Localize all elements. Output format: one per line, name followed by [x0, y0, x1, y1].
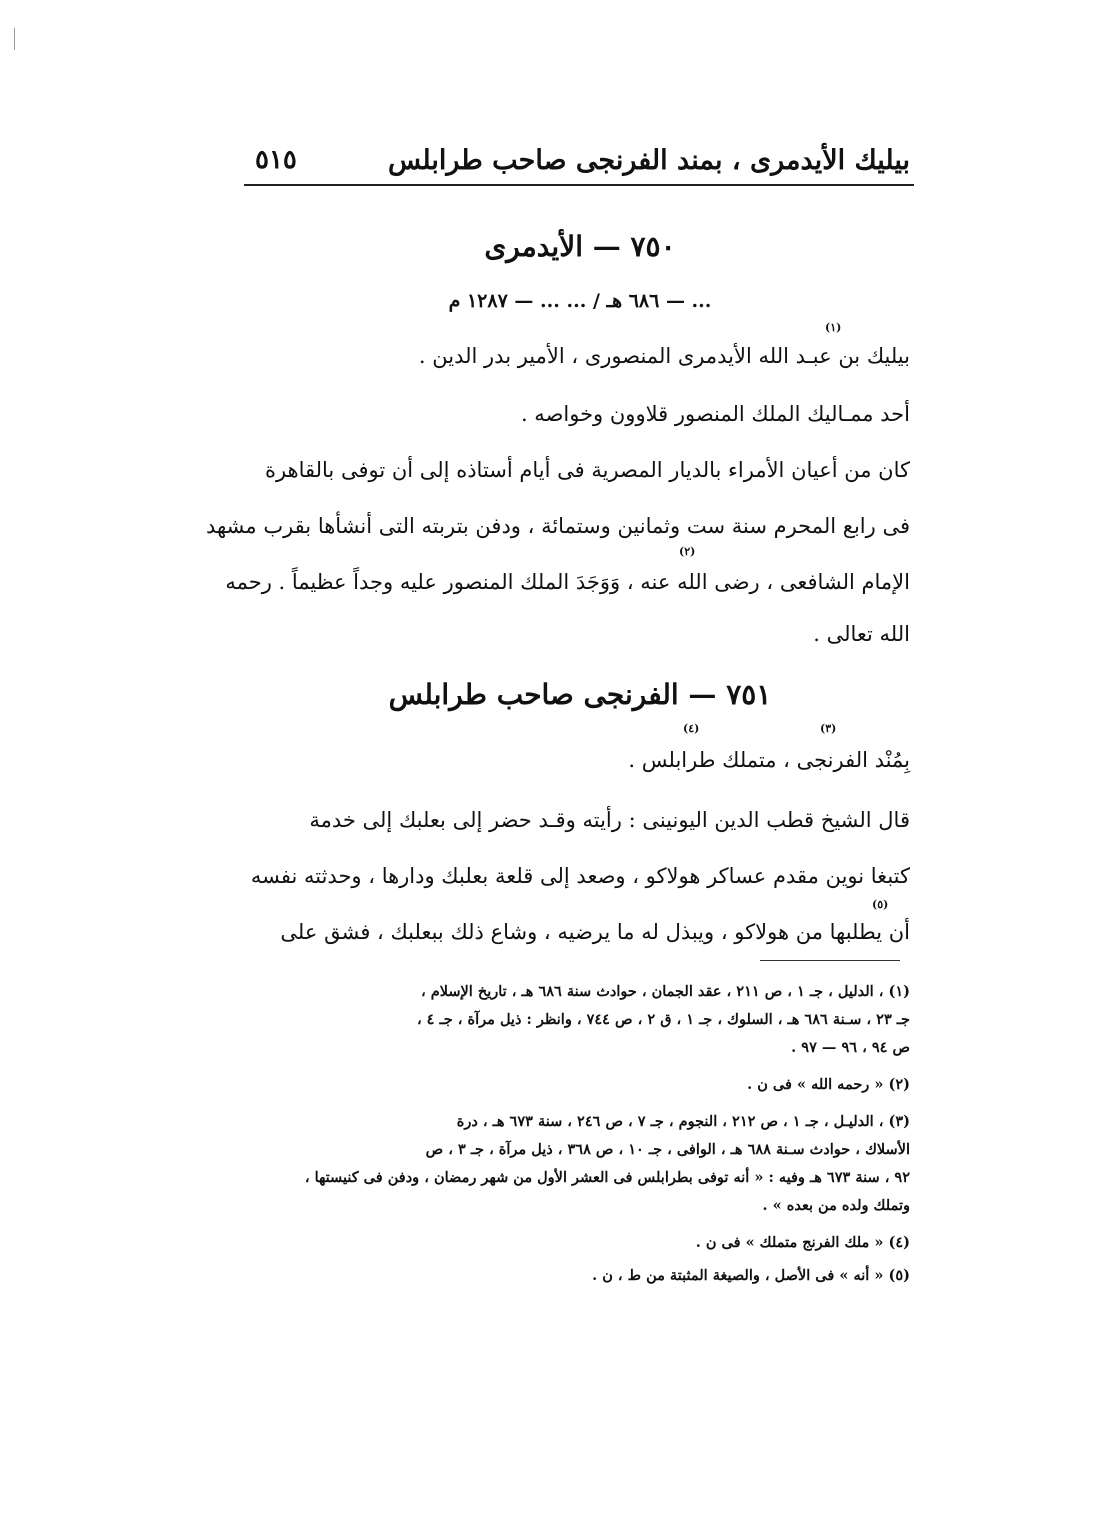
entry-750-line: أحد ممـاليك الملك المنصور قلاوون وخواصه .: [520, 402, 910, 426]
footnote-line: (٣) ، الدليـل ، جـ ١ ، ص ٢١٢ ، النجوم ، جـ ٧ ، ص ٢٤٦ ، سنة ٦٧٣ هـ ، درة: [456, 1113, 910, 1130]
footnote-line: وتملك ولده من بعده » .: [762, 1197, 910, 1214]
entry-751-line: كتبغا نوين مقدم عساكر هولاكو ، وصعد إلى قلعة بعلبك ودارها ، وحدثته نفسه: [250, 864, 910, 888]
footnotes: [250, 980, 910, 1287]
note-mark-4: (٤): [683, 722, 700, 735]
footnote-line: (٢) « رحمه الله » فى ن .: [747, 1076, 910, 1093]
note-mark-5: (٥): [872, 898, 889, 911]
footnote-line: (١) ، الدليل ، جـ ١ ، ص ٢١١ ، عقد الجمان ، حوادث سنة ٦٨٦ هـ ، تاريخ الإسلام ،: [421, 983, 910, 1000]
footnote-line: الأسلاك ، حوادث سـنة ٦٨٨ هـ ، الوافى ، جـ ١٠ ، ص ٣٦٨ ، ذيل مرآة ، جـ ٣ ، ص: [425, 1141, 910, 1158]
entry-750-line: فى رابع المحرم سنة ست وثمانين وستمائة ، ودفن بتربته التى أنشأها بقرب مشهد: [205, 514, 910, 538]
footnote-line: (٥) « أنه » فى الأصل ، والصيغة المثبتة من ط ، ن .: [592, 1267, 910, 1284]
header-rule: [244, 184, 914, 186]
footnote-line: ص ٩٤ ، ٩٦ — ٩٧ .: [791, 1039, 910, 1056]
note-mark-3: (٣): [820, 722, 837, 735]
entry-750-dates: ... — ٦٨٦ هـ / ... ... — ١٢٨٧ م: [448, 290, 712, 312]
scan-edge-mark: [14, 28, 15, 50]
entry-750-line: الله تعالى .: [813, 622, 910, 646]
entry-750-line: كان من أعيان الأمراء بالديار المصرية فى أيام أستاذه إلى أن توفى بالقاهرة: [264, 458, 910, 482]
entry-751-heading: ٧٥١ — الفرنجى صاحب طرابلس: [388, 678, 772, 711]
footnote-line: جـ ٢٣ ، سـنة ٦٨٦ هـ ، السلوك ، جـ ١ ، ق ٢ ، ص ٧٤٤ ، وانظر : ذيل مرآة ، جـ ٤ ،: [416, 1011, 910, 1028]
running-header-title: بيليك الأيدمرى ، بمند الفرنجى صاحب طرابلس: [388, 145, 910, 176]
footnote-line: ٩٢ ، سنة ٦٧٣ هـ وفيه : « أنه توفى بطرابلس فى العشر الأول من شهر رمضان ، ودفن فى كنيستها ،: [304, 1169, 910, 1186]
entry-751-line: أن يطلبها من هولاكو ، ويبذل له ما يرضيه ، وشاع ذلك ببعلبك ، فشق على: [280, 920, 910, 944]
entry-751-body: [250, 738, 910, 954]
footnote-rule: [760, 960, 900, 961]
entry-751-line: قال الشيخ قطب الدين اليونينى : رأيته وقـد حضر إلى بعلبك إلى خدمة: [309, 808, 910, 832]
note-mark-1: (١): [825, 321, 842, 334]
footnote-line: (٤) « ملك الفرنج متملك » فى ن .: [695, 1234, 910, 1251]
entry-750-body: [205, 334, 910, 656]
entry-751-line: بِمُنْد الفرنجى ، متملك طرابلس .: [628, 748, 910, 772]
page-number: ٥١٥: [255, 145, 297, 175]
note-mark-2: (٢): [679, 545, 696, 558]
entry-750-line: الإمام الشافعى ، رضى الله عنه ، وَوَجَدَ الملك المنصور عليه وجداً عظيماً . رحمه: [225, 570, 910, 594]
entry-750-line: بيليك بن عبـد الله الأيدمرى المنصورى ، الأمير بدر الدين .: [418, 344, 910, 368]
entry-750-heading: ٧٥٠ — الأيدمرى: [484, 230, 676, 263]
